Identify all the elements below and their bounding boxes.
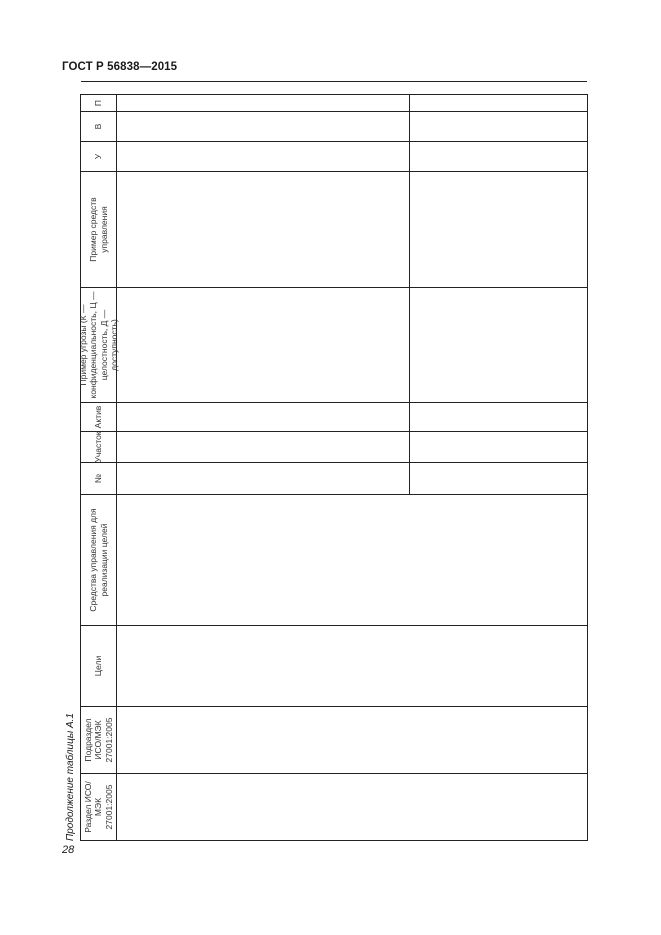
risk-table bbox=[62, 94, 588, 841]
col-divider bbox=[81, 431, 587, 432]
col-divider bbox=[81, 111, 587, 112]
col-divider bbox=[81, 402, 587, 403]
col-divider bbox=[81, 141, 587, 142]
col-divider bbox=[81, 462, 587, 463]
header-p: П bbox=[93, 99, 104, 107]
col-divider bbox=[81, 494, 587, 495]
header-goals: Цели bbox=[93, 655, 104, 677]
header-number: № bbox=[93, 473, 104, 484]
header-controls: Средства управления для реализации целей bbox=[88, 508, 109, 612]
header-control-example: Пример средств управления bbox=[88, 197, 109, 262]
table-grid bbox=[77, 94, 588, 841]
header-section: Раздел ИСО/МЭК 27001:2005 bbox=[82, 781, 114, 833]
header-site: Участок bbox=[93, 431, 104, 463]
col-divider bbox=[81, 625, 587, 626]
col-divider bbox=[81, 171, 587, 172]
col-divider bbox=[81, 773, 587, 774]
table-caption: Продолжение таблицы А.1 bbox=[65, 713, 76, 841]
row-divider bbox=[409, 95, 410, 495]
col-divider bbox=[81, 706, 587, 707]
rotated-table-area bbox=[62, 94, 588, 841]
header-asset: Актив bbox=[93, 405, 104, 429]
page-number: 28 bbox=[62, 844, 75, 856]
header-u: У bbox=[93, 153, 104, 160]
col-divider bbox=[81, 81, 587, 82]
header-threat: Пример угрозы (К — конфиденциальность, Ц — целостность, Д — доступность) bbox=[77, 291, 119, 399]
header-v: В bbox=[93, 123, 104, 130]
col-divider bbox=[81, 287, 587, 288]
header-subsection: Подраздел ИСО/МЭК 27001:2005 bbox=[82, 717, 114, 763]
document-header: ГОСТ Р 56838—2015 bbox=[62, 61, 178, 73]
header-row-divider bbox=[116, 95, 117, 840]
